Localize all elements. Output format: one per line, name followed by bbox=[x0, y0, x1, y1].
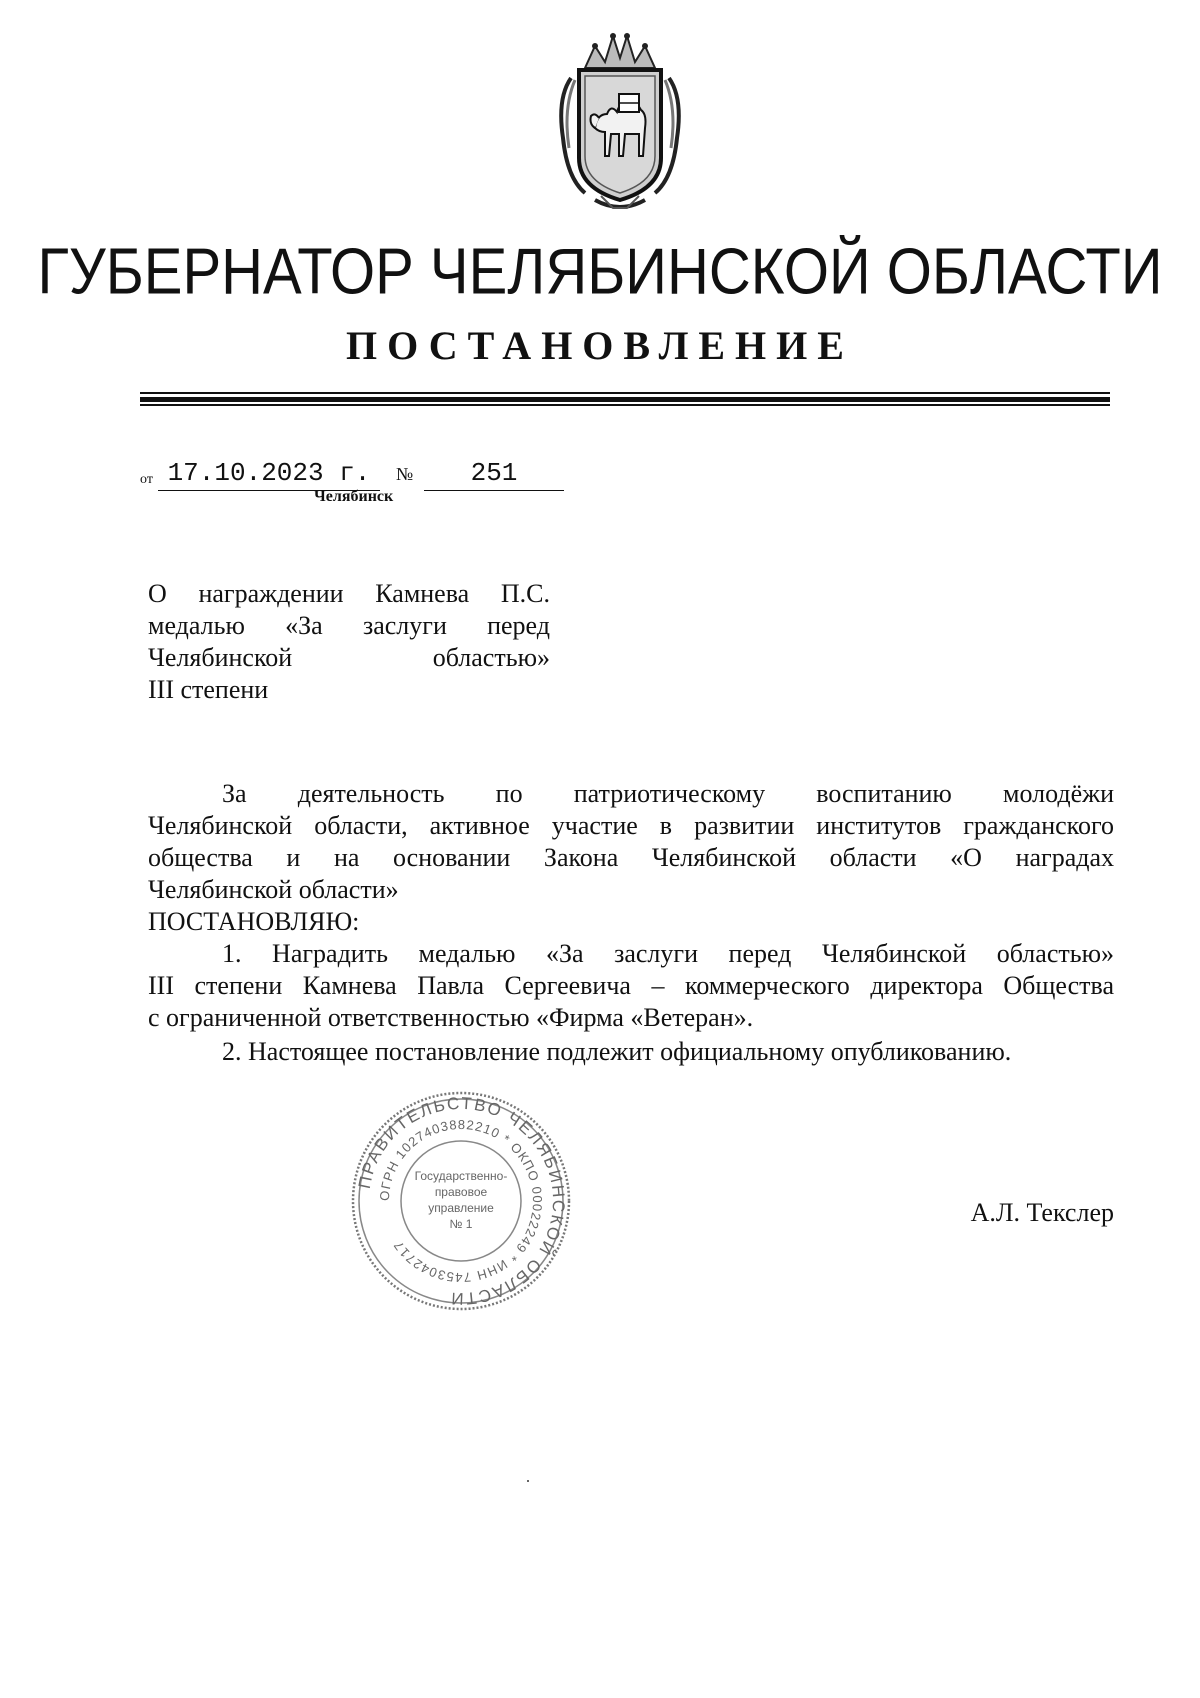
subject-line: О награждении Камнева П.С. bbox=[148, 579, 550, 608]
document-subject bbox=[148, 578, 550, 706]
preamble-line: Челябинской области, активное участие в развитии институтов гражданского bbox=[148, 811, 1114, 840]
date-from-label: от bbox=[140, 472, 153, 487]
seal-center-line: № 1 bbox=[449, 1217, 473, 1231]
decree-item-line: III степени Камнева Павла Сергеевича – коммерческого директора Общества bbox=[148, 971, 1114, 1000]
coat-of-arms-emblem bbox=[555, 28, 685, 218]
seal-center-line: правовое bbox=[434, 1185, 488, 1199]
document-date: 17.10.2023 г. bbox=[158, 458, 380, 491]
subject-line: медалью «За заслуги перед bbox=[148, 611, 550, 640]
subject-line: Челябинской областью» bbox=[148, 643, 550, 672]
preamble-line: За деятельность по патриотическому воспитанию молодёжи bbox=[222, 779, 1114, 808]
city-label: Челябинск bbox=[314, 488, 394, 505]
decree-word: ПОСТАНОВЛЯЮ: bbox=[148, 907, 360, 936]
official-seal-stamp bbox=[348, 1088, 574, 1314]
number-label: № bbox=[396, 464, 414, 484]
seal-outer-text: ПРАВИТЕЛЬСТВО ЧЕЛЯБИНСКОЙ ОБЛАСТИ bbox=[354, 1093, 569, 1309]
seal-center-line: Государственно- bbox=[414, 1169, 508, 1183]
seal-middle-text: ОГРН 1027403882210 * ОКПО 00022249 * ИНН 7453042717 bbox=[376, 1116, 546, 1286]
scan-speck bbox=[527, 1480, 529, 1482]
preamble-line: общества и на основании Закона Челябинской области «О наградах bbox=[148, 843, 1114, 872]
document-number: 251 bbox=[424, 458, 564, 491]
preamble-paragraph bbox=[148, 778, 1114, 906]
header-rule-thick bbox=[140, 397, 1110, 402]
decree-item-line: 1. Наградить медалью «За заслуги перед Челябинской областью» bbox=[222, 939, 1114, 968]
decree-item-2: 2. Настоящее постановление подлежит официальному опубликованию. bbox=[222, 1037, 1012, 1066]
decree-item-line: с ограниченной ответственностью «Фирма «Ветеран». bbox=[148, 1003, 754, 1032]
header-rule-thin-top bbox=[140, 392, 1110, 394]
preamble-line: Челябинской области» bbox=[148, 875, 399, 904]
decree-item-1 bbox=[148, 938, 1114, 1034]
document-type-heading: ПОСТАНОВЛЕНИЕ bbox=[346, 323, 854, 368]
signatory-name: А.Л. Текслер bbox=[970, 1198, 1114, 1227]
organization-title: ГУБЕРНАТОР ЧЕЛЯБИНСКОЙ ОБЛАСТИ bbox=[37, 235, 1163, 308]
subject-line: III степени bbox=[148, 675, 269, 704]
header-rule-thin-bottom bbox=[140, 404, 1110, 406]
seal-center-line: управление bbox=[428, 1201, 494, 1215]
